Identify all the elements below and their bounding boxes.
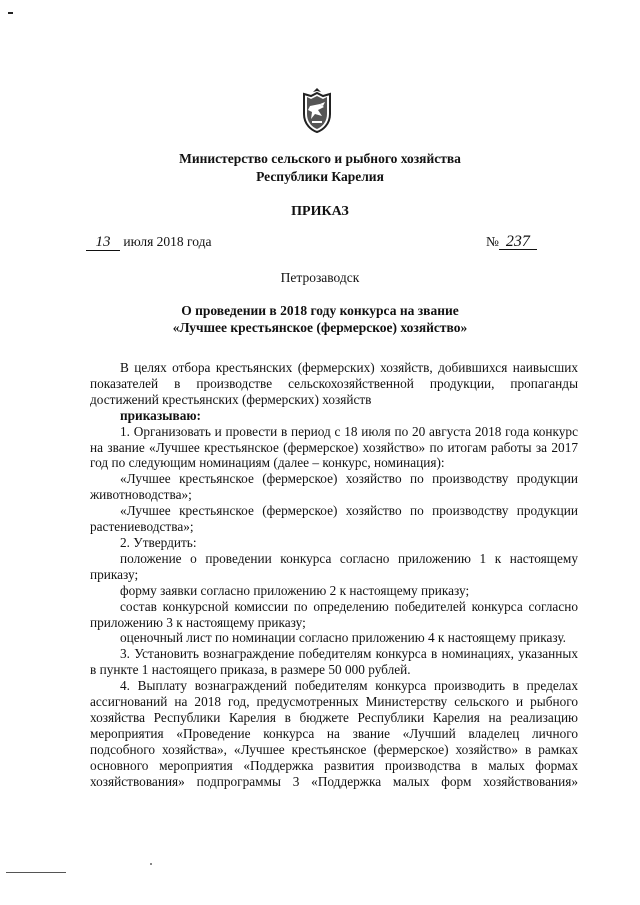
scan-dot xyxy=(150,863,152,865)
karelia-coat-of-arms-icon xyxy=(296,86,338,134)
document-number xyxy=(486,234,537,250)
footer-rule xyxy=(6,872,66,873)
city: Петрозаводск xyxy=(280,270,360,285)
clause-3: 3. Установить вознаграждение победителям конкурса в номинациях, указанных в пункте 1 настоящего приказа, в размере 50 000 рублей. xyxy=(90,646,578,678)
clause-2-item-3: состав конкурсной комиссии по определению победителей конкурса согласно приложению 3 к настоящему приказу; xyxy=(90,598,578,630)
clause-1-nomination-2: «Лучшее крестьянское (фермерское) хозяйство по производству продукции растениеводства»; xyxy=(90,503,578,535)
ministry-name xyxy=(0,150,640,186)
date-day: 13 xyxy=(86,235,120,251)
intro-paragraph: В целях отбора крестьянских (фермерских) хозяйств, добившихся наивысших показателей в производстве сельскохозяйственной продукции, пропаганды достижений крестьянских (фермерских) хозяйств xyxy=(90,360,578,407)
number-value: 237 xyxy=(499,234,537,250)
ministry-line-1: Министерство сельского и рыбного хозяйства xyxy=(179,151,461,166)
subject-line-1: О проведении в 2018 году конкурса на звание xyxy=(181,303,459,318)
scan-mark xyxy=(8,12,13,14)
order-subject xyxy=(0,302,640,336)
clause-2: 2. Утвердить: xyxy=(120,534,197,550)
clause-4: 4. Выплату вознаграждений победителям конкурса производить в пределах ассигнований на 2018 год, предусмотренных Министерству сельского и рыбного хозяйства Республики Карелия в бюджете Республики Карелия на реализацию мероприятия «Проведение конкурса на звание «Лучший владелец личного подсобного хозяйства», «Лучшее крестьянское (фермерское) хозяйство» в рамках основного мероприятия «Поддержка развития производства в малых формах хозяйствования» подпрограммы 3 «Поддержка малых форм хозяйствования» xyxy=(90,678,578,789)
clause-1-nomination-1: «Лучшее крестьянское (фермерское) хозяйство по производству продукции животноводства»; xyxy=(90,471,578,503)
clause-1: 1. Организовать и провести в период с 18 июля по 20 августа 2018 года конкурс на звание «Лучшее крестьянское (фермерское) хозяйство» по итогам работы за 2017 год по следующим номинациям (далее – конкурс, номинация): xyxy=(90,423,578,471)
document-date xyxy=(86,234,211,251)
document-title: ПРИКАЗ xyxy=(291,204,349,219)
clause-2-item-4: оценочный лист по номинации согласно приложению 4 к настоящему приказу. xyxy=(120,630,566,646)
date-month-year: июля 2018 года xyxy=(123,234,212,249)
order-body xyxy=(90,360,578,789)
clause-2-item-1: положение о проведении конкурса согласно приложению 1 к настоящему приказу; xyxy=(90,550,578,582)
number-prefix: № xyxy=(486,234,499,249)
order-word: приказываю: xyxy=(120,407,201,423)
clause-2-item-2: форму заявки согласно приложению 2 к настоящему приказу; xyxy=(120,582,470,598)
subject-line-2: «Лучшее крестьянское (фермерское) хозяйство» xyxy=(172,320,468,335)
ministry-line-2: Республики Карелия xyxy=(256,169,384,184)
